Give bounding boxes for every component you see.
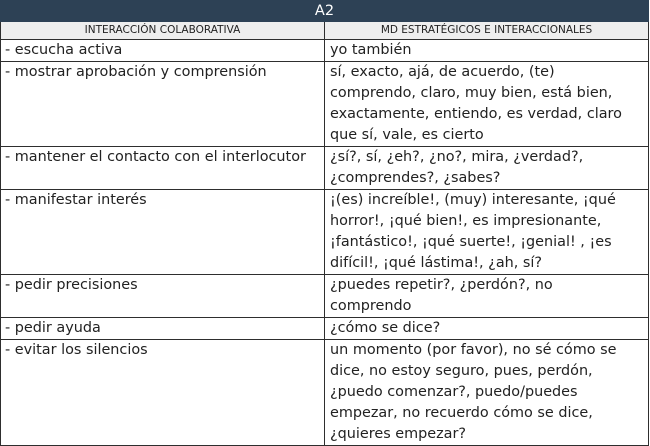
table-row <box>1 62 649 147</box>
marker-line: ¿quieres empezar? <box>330 426 467 442</box>
marker-line: comprendo, claro, muy bien, está bien, <box>330 85 613 101</box>
marker-line: un momento (por favor), no sé cómo se <box>330 342 617 358</box>
discourse-markers-cell <box>325 340 649 446</box>
marker-line: empezar, no recuerdo cómo se dice, <box>330 405 593 421</box>
marker-line: ¡(es) increíble!, (muy) interesante, ¡qué <box>330 192 616 208</box>
marker-line: exactamente, entiendo, es verdad, claro <box>330 106 622 122</box>
marker-line: dice, no estoy seguro, pues, perdón, <box>330 363 593 379</box>
marker-line: ¿cómo se dice? <box>330 320 441 336</box>
interaction-function-cell: - escucha activa <box>1 40 325 62</box>
discourse-markers-cell <box>325 190 649 275</box>
marker-line: ¡fantástico!, ¡qué suerte!, ¡genial! , ¡es <box>330 234 612 250</box>
discourse-markers-cell <box>325 62 649 147</box>
interaction-function-cell: - pedir ayuda <box>1 318 325 340</box>
table-row <box>1 147 649 190</box>
discourse-markers-cell <box>325 147 649 190</box>
marker-line: ¿puedo comenzar?, puedo/puedes <box>330 384 578 400</box>
interaction-function-cell: - manifestar interés <box>1 190 325 275</box>
marker-line: ¿puedes repetir?, ¿perdón?, no <box>330 277 553 293</box>
column-header-markers: MD ESTRATÉGICOS E INTERACCIONALES <box>325 22 649 40</box>
marker-line: yo también <box>330 42 412 58</box>
interaction-function-cell: - evitar los silencios <box>1 340 325 446</box>
table-title-row <box>1 1 649 22</box>
interaction-function-cell: - mantener el contacto con el interlocutor <box>1 147 325 190</box>
table-title: A2 <box>1 1 649 22</box>
interaction-function-cell: - mostrar aprobación y comprensión <box>1 62 325 147</box>
table-row <box>1 340 649 446</box>
marker-line: comprendo <box>330 298 412 314</box>
column-header-interaction: INTERACCIÓN COLABORATIVA <box>1 22 325 40</box>
marker-line: que sí, vale, es cierto <box>330 127 484 143</box>
discourse-markers-cell <box>325 40 649 62</box>
table-header-row <box>1 22 649 40</box>
table-row <box>1 40 649 62</box>
table-row <box>1 275 649 318</box>
marker-line: ¿sí?, sí, ¿eh?, ¿no?, mira, ¿verdad?, <box>330 149 584 165</box>
marker-line: horror!, ¡qué bien!, es impresionante, <box>330 213 602 229</box>
interaction-function-cell: - pedir precisiones <box>1 275 325 318</box>
discourse-markers-cell <box>325 275 649 318</box>
marker-line: ¿comprendes?, ¿sabes? <box>330 170 501 186</box>
marker-line: difícil!, ¡qué lástima!, ¿ah, sí? <box>330 255 543 271</box>
table-row <box>1 190 649 275</box>
table-row <box>1 318 649 340</box>
marker-line: sí, exacto, ajá, de acuerdo, (te) <box>330 64 555 80</box>
discourse-markers-cell <box>325 318 649 340</box>
